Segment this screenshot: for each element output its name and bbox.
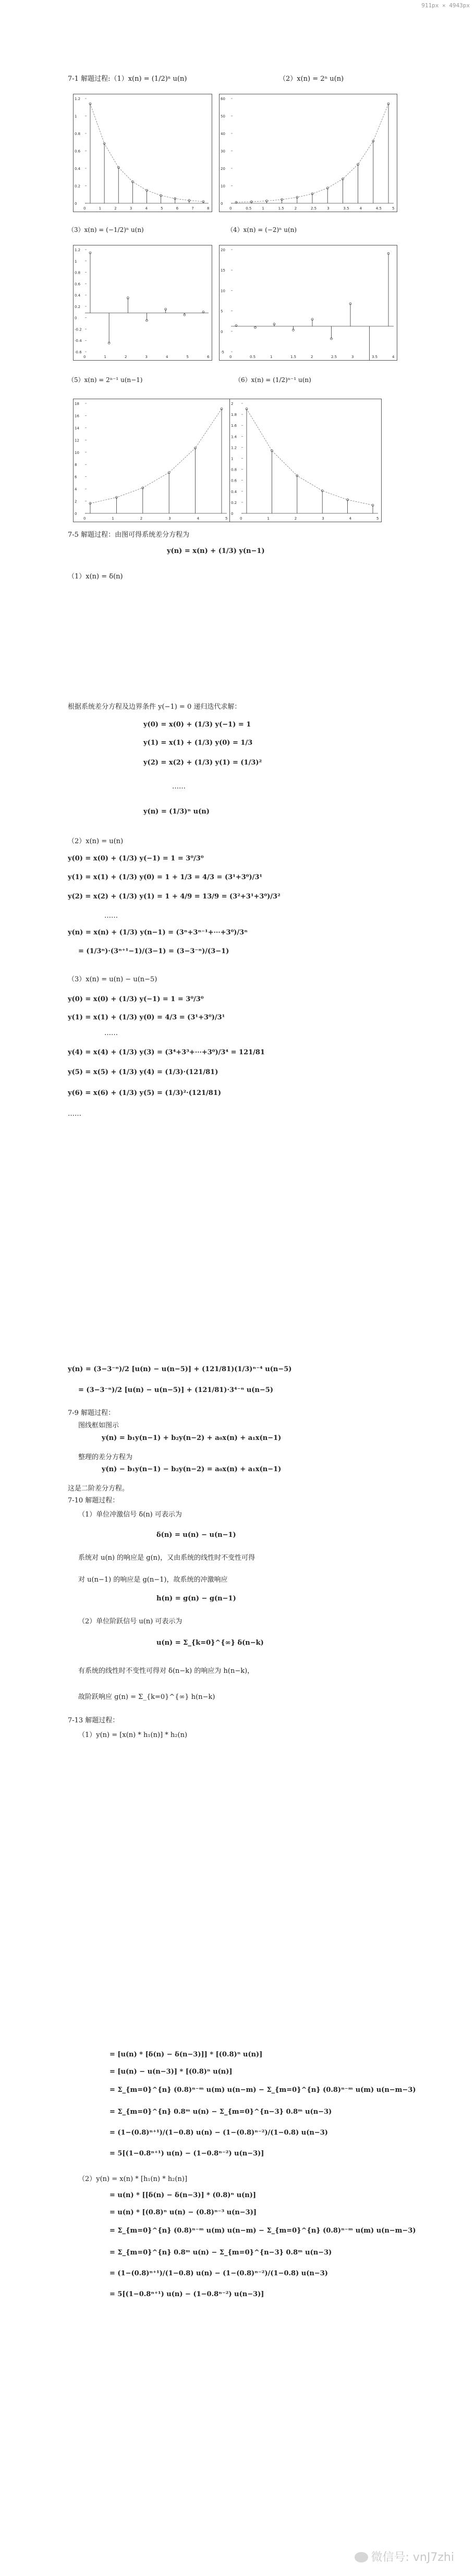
y-tick-label: 10 <box>221 184 225 189</box>
eq-u2: = [u(n) − u(n−3)] * [(0.8)ⁿ u(n)] <box>109 2068 233 2076</box>
y-tick-label: 1.2 <box>75 97 81 101</box>
y-tick-label: 0.6 <box>231 478 237 483</box>
image-dims: 911px × 4943px <box>421 2 470 9</box>
x-tick-label: 5 <box>161 206 163 211</box>
x-tick-label: 5 <box>376 516 379 521</box>
eq-final1: y(n) = (3−3⁻ⁿ)/2 [u(n) − u(n−5)] + (121/81)(1/3)ⁿ⁻⁴ u(n−5) <box>68 1365 292 1373</box>
x-tick-label: 2 <box>311 355 313 359</box>
eq-u3: = Σ_{m=0}^{n} (0.8)ⁿ⁻ᵐ u(m) u(n−m) − Σ_{m=0}^{n} (0.8)ⁿ⁻ᵐ u(m) u(n−m−3) <box>109 2086 416 2094</box>
eq-v6: = 5[(1−0.8ⁿ⁺¹) u(n) − (1−0.8ⁿ⁻²) u(n−3)] <box>109 2290 264 2298</box>
x-tick-label: 3 <box>322 516 324 521</box>
y-tick-label: 40 <box>221 132 225 136</box>
x-tick-label: 1 <box>267 516 270 521</box>
plot-3 <box>73 245 212 361</box>
y-tick-label: 14 <box>75 426 79 430</box>
recursion-intro: 根据系统差分方程及边界条件 y(−1) = 0 递归迭代求解： <box>68 703 241 711</box>
x-tick-label: 7 <box>191 206 194 211</box>
y-tick-label: 18 <box>75 402 79 406</box>
eq-u6: = 5[(1−0.8ⁿ⁺¹) u(n) − (1−0.8ⁿ⁻²) u(n−3)] <box>109 2150 264 2158</box>
dots-4: …… <box>68 1110 81 1118</box>
y-tick-label: 15 <box>221 268 225 273</box>
y-tick-label: 0.6 <box>75 282 81 287</box>
problem-7-1-part2: （2）x(n) = 2ⁿ u(n) <box>279 75 344 83</box>
y-tick-label: 12 <box>75 438 79 443</box>
problem-7-10-d: 故阶跃响应 g(n) = Σ_{k=0}^{∞} h(n−k) <box>78 1693 215 1701</box>
y-tick-label: 10 <box>221 289 225 293</box>
watermark-text: 微信号: vnJ7zhi <box>371 2551 454 2564</box>
x-tick-label: 0 <box>83 516 86 521</box>
y-tick-label: 20 <box>221 248 225 252</box>
eq-7-10-3: u(n) = Σ_{k=0}^{∞} δ(n−k) <box>156 1639 264 1647</box>
y-tick-label: 0.4 <box>231 489 237 494</box>
envelope-curve <box>90 104 203 202</box>
y-tick-label: 0.2 <box>75 184 81 189</box>
problem-7-5-part1: （1）x(n) = δ(n) <box>68 573 123 581</box>
y-tick-label: 1.4 <box>231 435 237 439</box>
y-tick-label: 0 <box>231 512 234 516</box>
eq-7-9-2: y(n) − b₁y(n−1) − b₂y(n−2) = a₀x(n) + a₁x(n−1) <box>102 1465 282 1473</box>
y-tick-label: 1 <box>75 259 77 264</box>
y-tick-label: 2 <box>75 499 77 504</box>
x-tick-label: 4 <box>392 355 395 359</box>
x-tick-label: 2 <box>140 516 143 521</box>
y-tick-label: 0.2 <box>231 500 237 505</box>
y-tick-label: 0.4 <box>75 293 81 298</box>
x-tick-label: 2 <box>125 355 127 359</box>
y-tick-label: 8 <box>75 463 77 467</box>
x-tick-label: 4 <box>359 206 362 211</box>
y-tick-label: 0.4 <box>75 167 81 171</box>
x-tick-label: 2.5 <box>311 206 317 211</box>
x-tick-label: 3 <box>351 355 354 359</box>
y-tick-label: -0.4 <box>75 339 82 343</box>
y-tick-label: 0 <box>221 202 223 206</box>
y-tick-label: 60 <box>221 97 225 101</box>
y-tick-label: 1.8 <box>231 413 237 417</box>
eq-7-9: y(n) = b₁y(n−1) + b₂y(n−2) + a₀x(n) + a₁x(n−1) <box>102 1434 282 1442</box>
x-tick-label: 0 <box>83 206 86 211</box>
problem-7-10-c: 有系统的线性时不变性可得对 δ(n−k) 的响应为 h(n−k)， <box>78 1667 254 1675</box>
problem-7-13-title: 7-13 解题过程： <box>68 1717 119 1724</box>
x-tick-label: 0.5 <box>246 206 252 211</box>
x-tick-label: 2 <box>114 206 117 211</box>
y-tick-label: 0.6 <box>75 149 81 154</box>
y-tick-label: 6 <box>75 475 77 479</box>
wechat-icon <box>355 2552 368 2562</box>
y-tick-label: 20 <box>221 167 225 171</box>
y-tick-label: 1 <box>75 114 77 119</box>
x-tick-label: 5 <box>392 206 395 211</box>
x-tick-label: 3 <box>129 206 132 211</box>
x-tick-label: 0 <box>229 355 232 359</box>
envelope-curve <box>247 409 373 506</box>
dots-3: …… <box>104 1029 118 1037</box>
y-tick-label: 5 <box>221 309 223 314</box>
eq-v2: = u(n) * [(0.8)ⁿ u(n) − (0.8)ⁿ⁻³ u(n−3)] <box>109 2209 257 2216</box>
x-tick-label: 8 <box>207 206 210 211</box>
problem-7-13-part2: （2）y(n) = x(n) * [h₁(n) * h₂(n)] <box>78 2175 188 2183</box>
y-tick-label: 10 <box>75 450 79 455</box>
x-tick-label: 3.5 <box>372 355 378 359</box>
dots-2: …… <box>104 912 118 920</box>
y-tick-label: 0 <box>75 512 77 516</box>
x-tick-label: 5 <box>186 355 189 359</box>
eq-t1: y(0) = x(0) + (1/3) y(−1) = 1 = 3⁰/3⁰ <box>68 995 204 1003</box>
eq-7-5: y(n) = x(n) + (1/3) y(n−1) <box>167 547 265 555</box>
y-tick-label: 30 <box>221 149 225 154</box>
x-tick-label: 0 <box>240 516 242 521</box>
plot-2 <box>219 94 397 212</box>
plot-1 <box>73 94 212 212</box>
problem-7-5-title: 7-5 解题过程：由图可得系统差分方程为 <box>68 531 190 539</box>
y-tick-label: 0 <box>221 329 223 334</box>
problem-7-10-a: 系统对 u(n) 的响应是 g(n)，又由系统的线性时不变性可得 <box>78 1554 255 1562</box>
problem-7-5-part2: （2）x(n) = u(n) <box>68 837 124 845</box>
caption-5: （5）x(n) = 2ⁿ⁻¹ u(n−1) <box>68 376 143 384</box>
eq-v1: = u(n) * [[δ(n) − δ(n−3)] * (0.8)ⁿ u(n)] <box>109 2191 257 2199</box>
eq-t3: y(4) = x(4) + (1/3) y(3) = (3⁴+3³+⋯+3⁰)/3⁴ = 121/81 <box>68 1049 265 1056</box>
x-tick-label: 1 <box>99 206 102 211</box>
eq-final2: = (3−3⁻ⁿ)/2 [u(n) − u(n−5)] + (121/81)·3⁴⁻ⁿ u(n−5) <box>78 1386 273 1394</box>
plot-6 <box>229 399 382 522</box>
y-tick-label: 1 <box>231 457 234 461</box>
problem-7-10-title: 7-10 解题过程： <box>68 1497 119 1505</box>
x-tick-label: 0 <box>229 206 232 211</box>
problem-7-9-title: 7-9 解题过程： <box>68 1409 115 1417</box>
x-tick-label: 4 <box>197 516 200 521</box>
x-tick-label: 2 <box>294 206 297 211</box>
y-tick-label: 0.8 <box>75 270 81 275</box>
caption-3: （3）x(n) = (−1/2)ⁿ u(n) <box>68 226 144 233</box>
top-bar <box>0 0 475 11</box>
caption-6: （6）x(n) = (1/2)ⁿ⁻¹ u(n) <box>235 376 311 384</box>
eq-r4: y(n) = (1/3)ⁿ u(n) <box>143 808 210 816</box>
eq-s1: y(0) = x(0) + (1/3) y(−1) = 1 = 3⁰/3⁰ <box>68 855 204 862</box>
y-tick-label: 0 <box>75 316 77 321</box>
problem-7-10-part2: （2）单位阶跃信号 u(n) 可表示为 <box>78 1618 182 1625</box>
x-tick-label: 3 <box>145 355 148 359</box>
x-tick-label: 4 <box>145 206 148 211</box>
eq-v5: = (1−(0.8)ⁿ⁺¹)/(1−0.8) u(n) − (1−(0.8)ⁿ⁻²)/(1−0.8) u(n−3) <box>109 2270 328 2277</box>
x-tick-label: 1 <box>112 516 114 521</box>
x-tick-label: 3 <box>168 516 171 521</box>
eq-t2: y(1) = x(1) + (1/3) y(0) = 4/3 = (3¹+3⁰)/3¹ <box>68 1014 225 1021</box>
y-tick-label: 0.8 <box>231 467 237 472</box>
eq-s2: y(1) = x(1) + (1/3) y(0) = 1 + 1/3 = 4/3 = (3¹+3⁰)/3¹ <box>68 873 263 881</box>
problem-7-9-a: 图线框如图示 <box>78 1422 119 1429</box>
y-tick-label: -0.6 <box>75 350 82 354</box>
problem-7-1-title: 7-1 解题过程:（1）x(n) = (1/2)ⁿ u(n) <box>68 75 187 83</box>
x-tick-label: 0 <box>83 355 86 359</box>
x-tick-label: 2.5 <box>331 355 337 359</box>
eq-v4: = Σ_{m=0}^{n} 0.8ᵐ u(n) − Σ_{m=0}^{n−3} 0.8ᵐ u(n−3) <box>109 2249 332 2257</box>
y-tick-label: 50 <box>221 114 225 119</box>
x-tick-label: 6 <box>207 355 210 359</box>
y-tick-label: 1.6 <box>231 424 237 428</box>
x-tick-label: 1 <box>270 355 273 359</box>
y-tick-label: 4 <box>75 487 77 492</box>
eq-v3: = Σ_{m=0}^{n} (0.8)ⁿ⁻ᵐ u(m) u(n−m) − Σ_{m=0}^{n} (0.8)ⁿ⁻ᵐ u(m) u(n−m−3) <box>109 2227 416 2235</box>
x-tick-label: 2 <box>294 516 297 521</box>
y-tick-label: 1.2 <box>231 446 237 450</box>
plot-4 <box>219 245 397 361</box>
problem-7-9-c: 这是二阶差分方程。 <box>68 1485 129 1493</box>
eq-s3: y(2) = x(2) + (1/3) y(1) = 1 + 4/9 = 13/9 = (3²+3¹+3⁰)/3² <box>68 893 281 901</box>
problem-7-13-part1: （1）y(n) = [x(n) * h₁(n)] * h₂(n) <box>78 1731 188 1739</box>
eq-s4: y(n) = x(n) + (1/3) y(n−1) = (3ⁿ+3ⁿ⁻¹+⋯+3⁰)/3ⁿ <box>68 929 248 936</box>
problem-7-10-b: 对 u(n−1) 的响应是 g(n−1)，故系统的冲激响应 <box>78 1576 228 1584</box>
x-tick-label: 5 <box>225 516 228 521</box>
eq-7-10-2: h(n) = g(n) − g(n−1) <box>156 1595 236 1603</box>
eq-u5: = (1−(0.8)ⁿ⁺¹)/(1−0.8) u(n) − (1−(0.8)ⁿ⁻²)/(1−0.8) u(n−3) <box>109 2129 328 2137</box>
y-tick-label: 0 <box>75 202 77 206</box>
y-tick-label: 0.8 <box>75 132 81 136</box>
eq-7-10-1: δ(n) = u(n) − u(n−1) <box>156 1531 236 1539</box>
x-tick-label: 6 <box>176 206 179 211</box>
x-tick-label: 1.5 <box>290 355 297 359</box>
plot-5 <box>73 399 230 522</box>
x-tick-label: 4 <box>349 516 352 521</box>
x-tick-label: 4.5 <box>375 206 382 211</box>
envelope-curve <box>90 409 222 503</box>
eq-u4: = Σ_{m=0}^{n} 0.8ᵐ u(n) − Σ_{m=0}^{n−3} 0.8ᵐ u(n−3) <box>109 2108 332 2116</box>
eq-r1: y(0) = x(0) + (1/3) y(−1) = 1 <box>143 721 251 729</box>
x-tick-label: 4 <box>166 355 168 359</box>
y-tick-label: 16 <box>75 414 79 418</box>
eq-s5: = (1/3ⁿ)·(3ⁿ⁺¹−1)/(3−1) = (3−3⁻ⁿ)/(3−1) <box>78 947 229 955</box>
dots-1: …… <box>172 783 186 791</box>
y-tick-label: -5 <box>221 350 224 354</box>
x-tick-label: 3.5 <box>343 206 349 211</box>
x-tick-label: 1 <box>104 355 106 359</box>
eq-r3: y(2) = x(2) + (1/3) y(1) = (1/3)² <box>143 759 262 767</box>
y-tick-label: 0.2 <box>75 304 81 309</box>
eq-t4: y(5) = x(5) + (1/3) y(4) = (1/3)·(121/81) <box>68 1068 218 1076</box>
x-tick-label: 0.5 <box>250 355 256 359</box>
y-tick-label: 2 <box>231 402 234 406</box>
caption-4: （4）x(n) = (−2)ⁿ u(n) <box>227 226 297 233</box>
problem-7-5-part3: （3）x(n) = u(n) − u(n−5) <box>68 976 157 983</box>
x-tick-label: 1.5 <box>278 206 284 211</box>
watermark <box>355 2548 454 2565</box>
eq-r2: y(1) = x(1) + (1/3) y(0) = 1/3 <box>143 739 253 747</box>
eq-u1: = [u(n) * [δ(n) − δ(n−3)]] * [(0.8)ⁿ u(n)] <box>109 2051 263 2059</box>
envelope-curve <box>236 104 388 202</box>
problem-7-9-b: 整理的差分方程为 <box>78 1453 133 1461</box>
eq-t5: y(6) = x(6) + (1/3) y(5) = (1/3)²·(121/81) <box>68 1089 222 1097</box>
y-tick-label: 1.2 <box>75 248 81 252</box>
y-tick-label: -0.2 <box>75 327 82 332</box>
x-tick-label: 3 <box>327 206 330 211</box>
x-tick-label: 1 <box>262 206 264 211</box>
problem-7-10-part1: （1）单位冲激信号 δ(n) 可表示为 <box>78 1511 182 1519</box>
